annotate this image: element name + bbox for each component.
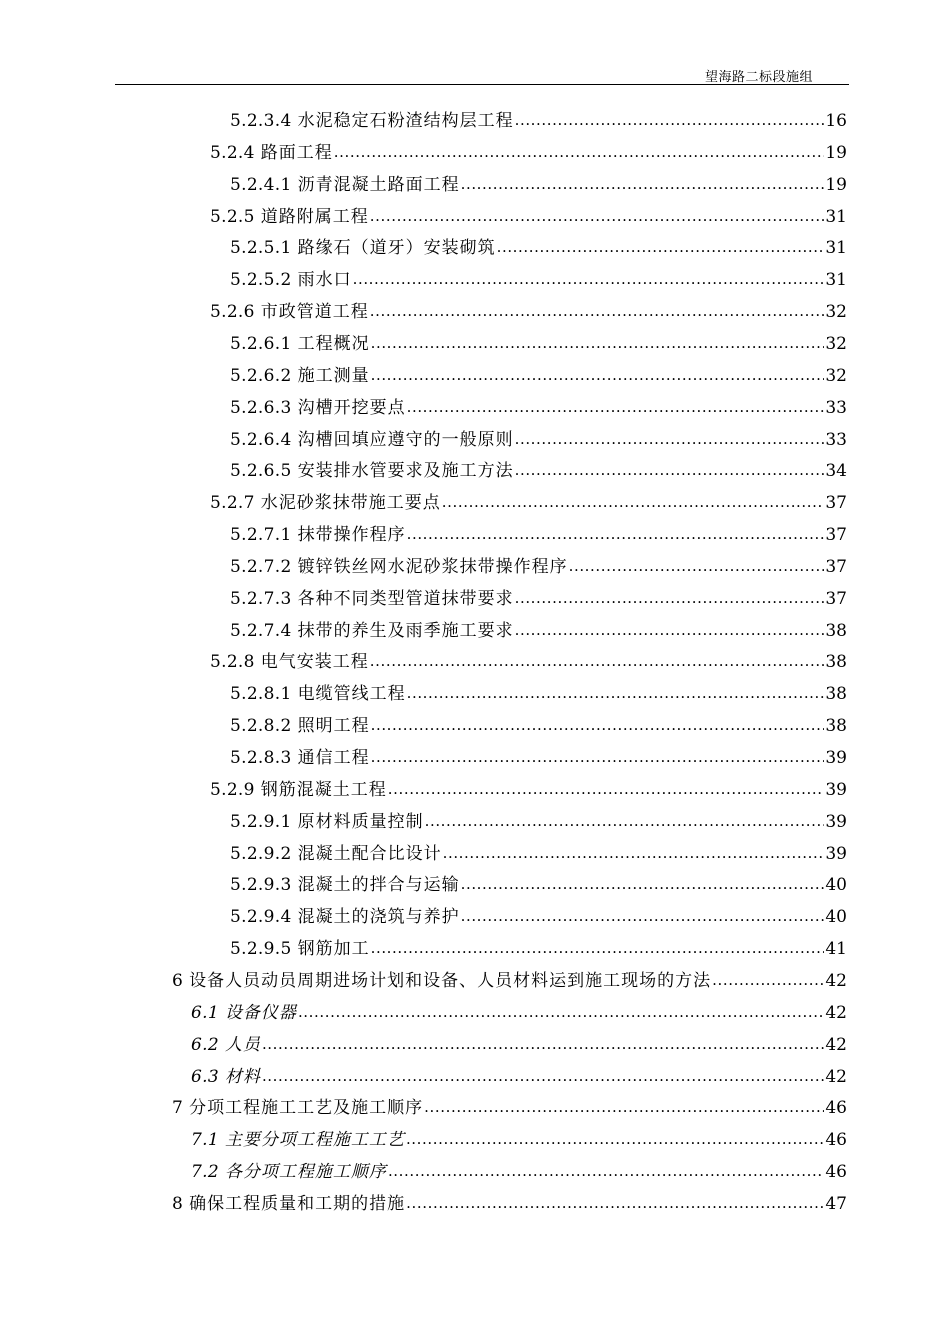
toc-entry-number: 6.3 xyxy=(191,1066,219,1087)
toc-entry-page: 37 xyxy=(825,493,847,514)
toc-entry-number: 5.2.4 xyxy=(210,142,255,163)
toc-entry-page: 39 xyxy=(825,843,847,864)
toc-entry-page: 31 xyxy=(825,238,847,259)
toc-entry-number: 7.1 xyxy=(191,1130,219,1151)
toc-entry-number: 5.2.3.4 xyxy=(230,111,292,131)
toc-entry[interactable] xyxy=(230,362,847,390)
toc-entry-number: 5.2.7.2 xyxy=(230,556,292,577)
toc-entry-title: 通信工程 xyxy=(297,748,370,768)
toc-entry[interactable] xyxy=(210,648,847,676)
toc-entry-title: 沟槽开挖要点 xyxy=(297,397,406,418)
toc-entry[interactable] xyxy=(210,298,847,326)
toc-entry-title: 设备仪器 xyxy=(224,1002,297,1023)
toc-dot-leader xyxy=(262,1062,824,1090)
toc-entry-page: 42 xyxy=(825,970,847,991)
toc-entry-page: 19 xyxy=(825,142,847,163)
toc-dot-leader xyxy=(353,265,825,293)
toc-entry-title: 人员 xyxy=(224,1034,261,1055)
toc-dot-leader xyxy=(298,998,824,1026)
toc-dot-leader xyxy=(370,297,825,325)
toc-entry-number: 5.2.4.1 xyxy=(230,174,292,195)
toc-entry-title: 钢筋加工 xyxy=(297,939,370,960)
toc-entry[interactable] xyxy=(210,776,847,804)
toc-dot-leader xyxy=(371,329,825,357)
toc-dot-leader xyxy=(407,679,825,707)
toc-dot-leader xyxy=(370,202,825,230)
toc-entry-number: 5.2.6.2 xyxy=(230,365,292,386)
toc-entry-title: 路缘石（道牙）安装砌筑 xyxy=(297,238,496,259)
toc-entry[interactable] xyxy=(230,840,847,868)
toc-entry[interactable] xyxy=(230,871,847,899)
toc-entry-title: 市政管道工程 xyxy=(260,302,369,323)
toc-dot-leader xyxy=(334,138,825,166)
toc-entry[interactable] xyxy=(230,903,847,931)
toc-entry-page: 46 xyxy=(825,1162,847,1183)
toc-entry-title: 水泥砂浆抹带施工要点 xyxy=(260,493,441,514)
toc-entry-title: 雨水口 xyxy=(297,270,352,291)
toc-entry[interactable] xyxy=(230,171,847,199)
toc-entry[interactable] xyxy=(230,744,847,772)
toc-entry[interactable] xyxy=(230,457,847,485)
toc-entry-title: 混凝土的拌合与运输 xyxy=(297,875,460,896)
toc-entry-page: 32 xyxy=(825,302,847,323)
toc-entry-title: 设备人员动员周期进场计划和设备、人员材料运到施工现场的方法 xyxy=(189,970,712,991)
toc-dot-leader xyxy=(461,170,825,198)
toc-entry-page: 33 xyxy=(825,429,847,450)
toc-dot-leader xyxy=(442,488,825,516)
toc-dot-leader xyxy=(388,1157,824,1185)
toc-entry-title: 原材料质量控制 xyxy=(297,811,424,832)
toc-entry-title: 照明工程 xyxy=(297,716,370,737)
toc-entry-page: 38 xyxy=(825,684,847,705)
toc-entry[interactable] xyxy=(191,1063,847,1091)
toc-dot-leader xyxy=(406,1125,824,1153)
page-header xyxy=(115,60,849,85)
toc-dot-leader xyxy=(515,584,825,612)
toc-entry-page: 42 xyxy=(825,1066,847,1087)
toc-entry-number: 7 xyxy=(172,1098,184,1119)
toc-entry-number: 6.1 xyxy=(191,1002,219,1023)
toc-entry-number: 5.2.8.2 xyxy=(230,716,292,737)
toc-entry-number: 6 xyxy=(172,970,184,991)
toc-entry-title: 主要分项工程施工工艺 xyxy=(224,1130,405,1151)
toc-dot-leader xyxy=(371,711,825,739)
toc-entry-number: 5.2.9.4 xyxy=(230,907,292,928)
toc-entry-page: 31 xyxy=(825,270,847,291)
toc-entry-title: 电缆管线工程 xyxy=(297,684,406,705)
toc-entry-title: 抹带的养生及雨季施工要求 xyxy=(297,620,514,641)
toc-entry-number: 5.2.9 xyxy=(210,779,255,800)
toc-entry-number: 5.2.9.1 xyxy=(230,811,292,832)
toc-entry[interactable] xyxy=(210,139,847,167)
toc-entry[interactable] xyxy=(191,1126,847,1154)
toc-entry[interactable] xyxy=(230,808,847,836)
toc-dot-leader xyxy=(425,807,825,835)
toc-entry-number: 5.2.5 xyxy=(210,206,255,227)
toc-entry-page: 39 xyxy=(825,811,847,832)
toc-entry-title: 材料 xyxy=(224,1066,261,1087)
toc-entry[interactable] xyxy=(230,330,847,358)
toc-entry-title: 抹带操作程序 xyxy=(297,525,406,546)
toc-entry[interactable] xyxy=(230,394,847,422)
toc-entry-page: 37 xyxy=(825,556,847,577)
toc-entry[interactable] xyxy=(230,426,847,454)
toc-entry-page: 42 xyxy=(825,1034,847,1055)
toc-entry-page: 16 xyxy=(825,111,847,131)
toc-entry-number: 5.2.6.5 xyxy=(230,461,292,482)
toc-entry-title: 各种不同类型管道抹带要求 xyxy=(297,588,514,609)
toc-entry-title: 各分项工程施工顺序 xyxy=(224,1162,387,1183)
toc-entry-number: 5.2.7.4 xyxy=(230,620,292,641)
toc-entry[interactable] xyxy=(172,1094,847,1122)
toc-entry-page: 38 xyxy=(825,620,847,641)
toc-entry-number: 5.2.9.2 xyxy=(230,843,292,864)
toc-entry[interactable] xyxy=(172,967,847,995)
toc-entry[interactable] xyxy=(230,617,847,645)
toc-dot-leader xyxy=(407,520,825,548)
toc-entry[interactable] xyxy=(172,1190,847,1218)
toc-entry-number: 5.2.5.2 xyxy=(230,270,292,291)
toc-dot-leader xyxy=(497,233,825,261)
toc-entry-number: 5.2.7.3 xyxy=(230,588,292,609)
toc-entry[interactable] xyxy=(191,1158,847,1186)
toc-entry-number: 5.2.9.3 xyxy=(230,875,292,896)
toc-entry-page: 40 xyxy=(825,907,847,928)
toc-entry-number: 8 xyxy=(172,1193,184,1214)
toc-entry-page: 38 xyxy=(825,652,847,673)
toc-entry[interactable] xyxy=(191,999,847,1027)
toc-entry-page: 40 xyxy=(825,875,847,896)
toc-entry-title: 混凝土配合比设计 xyxy=(297,843,442,864)
toc-entry-title: 镀锌铁丝网水泥砂浆抹带操作程序 xyxy=(297,556,568,577)
toc-entry-number: 5.2.7.1 xyxy=(230,525,292,546)
toc-entry-page: 32 xyxy=(825,333,847,354)
toc-entry-page: 34 xyxy=(825,461,847,482)
toc-dot-leader xyxy=(515,425,825,453)
toc-entry[interactable] xyxy=(210,203,847,231)
toc-entry-page: 32 xyxy=(825,365,847,386)
toc-entry-title: 路面工程 xyxy=(260,142,333,163)
toc-entry-page: 46 xyxy=(825,1098,847,1119)
toc-entry-number: 5.2.8.3 xyxy=(230,748,292,768)
toc-dot-leader xyxy=(262,1030,824,1058)
toc-entry-number: 6.2 xyxy=(191,1034,219,1055)
toc-entry[interactable] xyxy=(230,712,847,740)
toc-dot-leader xyxy=(515,456,825,484)
toc-entry-title: 工程概况 xyxy=(297,333,370,354)
toc-entry-number: 7.2 xyxy=(191,1162,219,1183)
toc-entry-number: 5.2.9.5 xyxy=(230,939,292,960)
toc-dot-leader xyxy=(515,106,825,134)
toc-entry-page: 37 xyxy=(825,525,847,546)
toc-entry-page: 37 xyxy=(825,588,847,609)
toc-entry-title: 道路附属工程 xyxy=(260,206,369,227)
toc-entry-title: 安装排水管要求及施工方法 xyxy=(297,461,514,482)
toc-entry[interactable] xyxy=(191,1031,847,1059)
toc-entry-page: 31 xyxy=(825,206,847,227)
toc-entry-title: 沥青混凝土路面工程 xyxy=(297,174,460,195)
toc-entry-title: 沟槽回填应遵守的一般原则 xyxy=(297,429,514,450)
toc-entry-page: 41 xyxy=(825,939,847,960)
toc-dot-leader xyxy=(406,1189,824,1217)
toc-entry-title: 混凝土的浇筑与养护 xyxy=(297,907,460,928)
toc-entry-title: 钢筋混凝土工程 xyxy=(260,779,387,800)
toc-entry-number: 5.2.6.4 xyxy=(230,429,292,450)
toc-entry-number: 5.2.6 xyxy=(210,302,255,323)
toc-entry[interactable] xyxy=(230,107,847,135)
toc-entry-page: 38 xyxy=(825,716,847,737)
toc-dot-leader xyxy=(461,902,825,930)
toc-entry-page: 19 xyxy=(825,174,847,195)
toc-entry-page: 33 xyxy=(825,397,847,418)
header-title: 望海路二标段施组 xyxy=(704,70,813,85)
toc-entry-number: 5.2.6.3 xyxy=(230,397,292,418)
toc-entry-number: 5.2.6.1 xyxy=(230,333,292,354)
toc-entry-title: 水泥稳定石粉渣结构层工程 xyxy=(297,111,514,131)
toc-entry-number: 5.2.8.1 xyxy=(230,684,292,705)
toc-dot-leader xyxy=(371,361,825,389)
toc-dot-leader xyxy=(443,839,825,867)
toc-entry-number: 5.2.5.1 xyxy=(230,238,292,259)
toc-dot-leader xyxy=(388,775,825,803)
toc-dot-leader xyxy=(370,647,825,675)
toc-entry[interactable] xyxy=(230,521,847,549)
toc-dot-leader xyxy=(461,870,825,898)
toc-dot-leader xyxy=(712,966,824,994)
toc-entry-number: 5.2.7 xyxy=(210,493,255,514)
toc-entry[interactable] xyxy=(230,935,847,963)
toc-dot-leader xyxy=(515,616,825,644)
toc-dot-leader xyxy=(569,552,825,580)
toc-entry-page: 46 xyxy=(825,1130,847,1151)
toc-entry-page: 42 xyxy=(825,1002,847,1023)
toc-entry[interactable] xyxy=(230,553,847,581)
toc-entry-page: 39 xyxy=(825,779,847,800)
toc-entry-title: 施工测量 xyxy=(297,365,370,386)
toc-dot-leader xyxy=(424,1093,824,1121)
toc-dot-leader xyxy=(371,934,825,962)
toc-entry[interactable] xyxy=(230,680,847,708)
toc-entry-title: 确保工程质量和工期的措施 xyxy=(189,1193,406,1214)
toc-entry-number: 5.2.8 xyxy=(210,652,255,673)
toc-entry-page: 47 xyxy=(825,1193,847,1214)
toc-entry[interactable] xyxy=(230,266,847,294)
toc-dot-leader xyxy=(371,743,825,771)
toc-entry-title: 分项工程施工工艺及施工顺序 xyxy=(189,1098,424,1119)
toc-entry-title: 电气安装工程 xyxy=(260,652,369,673)
toc-entry-page: 39 xyxy=(825,748,847,768)
toc-entry[interactable] xyxy=(230,585,847,613)
toc-dot-leader xyxy=(407,393,825,421)
toc-entry[interactable] xyxy=(210,489,847,517)
toc-entry[interactable] xyxy=(230,234,847,262)
